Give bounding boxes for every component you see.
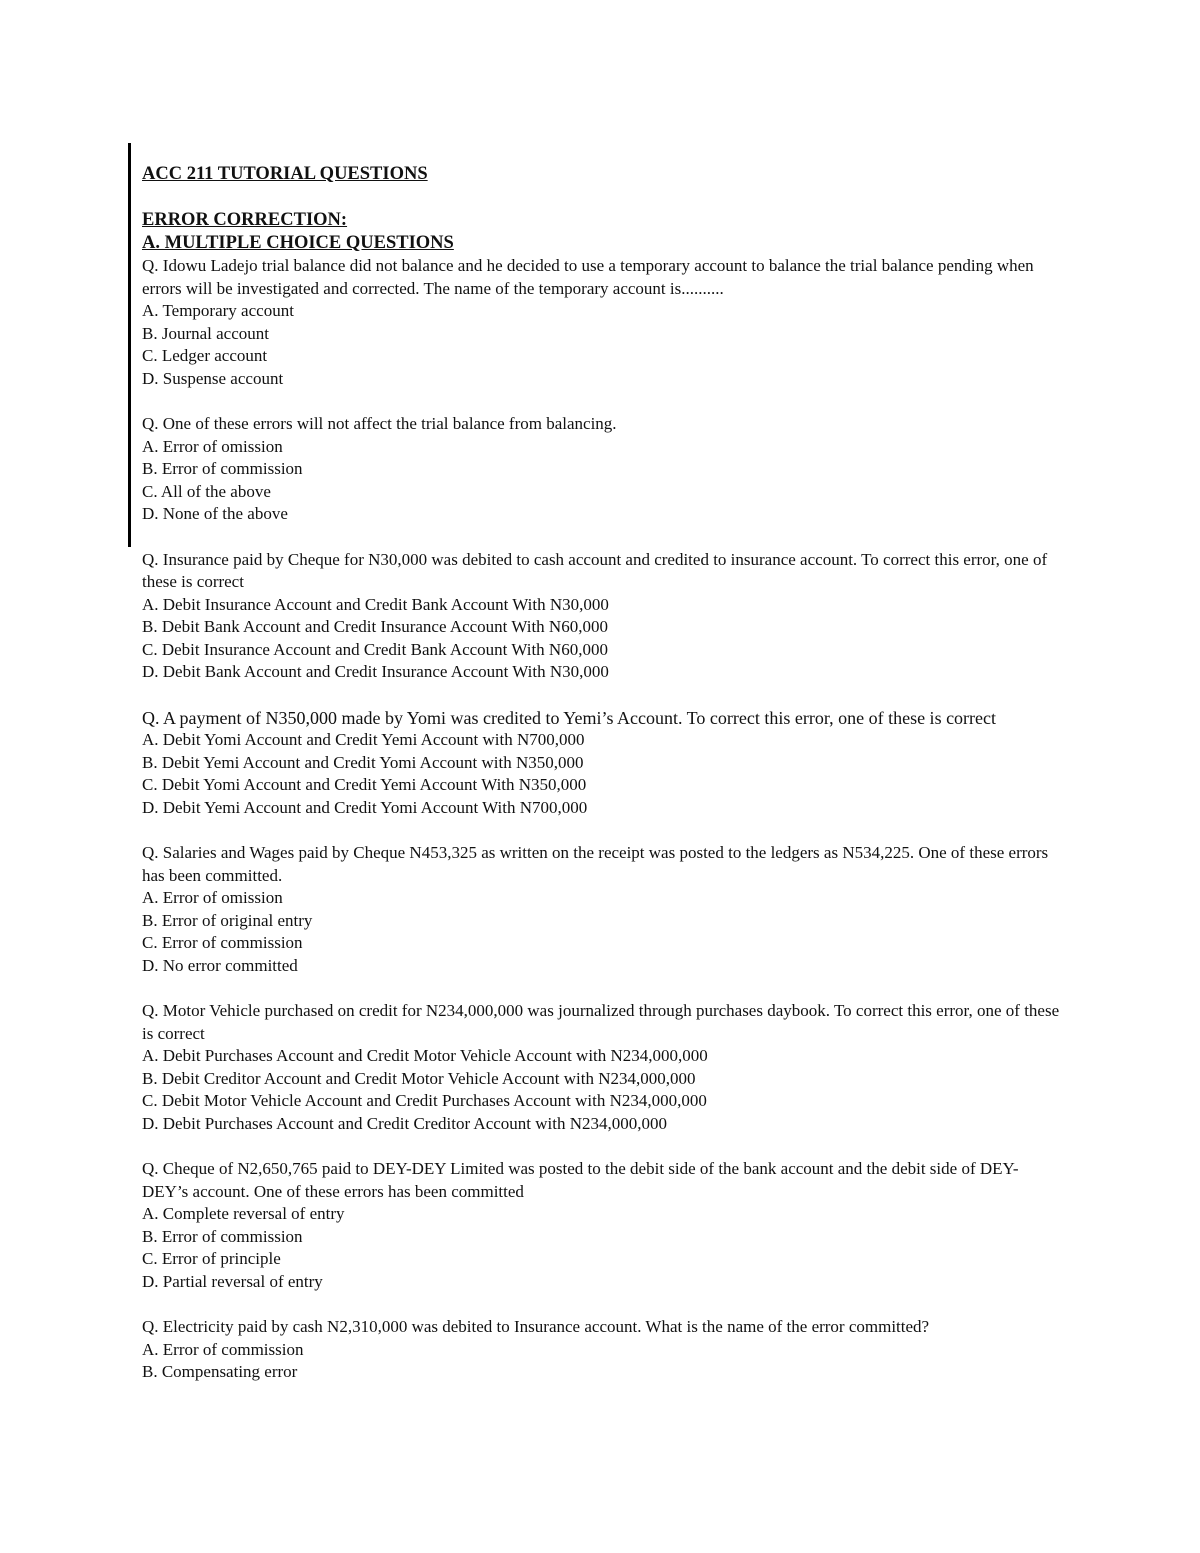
option-b: B. Error of original entry [142, 910, 313, 930]
option-a: A. Debit Yomi Account and Credit Yemi Account with N700,000 [142, 730, 585, 749]
option-d: D. Suspense account [142, 368, 284, 388]
question-6 [142, 1000, 1062, 1135]
question-text: Q. Idowu Ladejo trial balance did not balance and he decided to use a temporary account to balance the trial balance pending when errors will be investigated and corrected. The name of the temporary account is.......... [142, 256, 1034, 298]
question-3 [142, 549, 1062, 684]
question-text: Q. Insurance paid by Cheque for N30,000 was debited to cash account and credited to insurance account. To correct this error, one of these is correct [142, 549, 1048, 591]
option-c: C. All of the above [142, 481, 271, 501]
option-a: A. Error of omission [142, 436, 283, 456]
question-8 [142, 1316, 1062, 1384]
option-c: C. Debit Insurance Account and Credit Bank Account With N60,000 [142, 639, 608, 659]
option-b: B. Debit Yemi Account and Credit Yomi Account with N350,000 [142, 752, 584, 772]
document-body [142, 163, 1062, 1407]
option-d: D. No error committed [142, 955, 298, 975]
option-a: A. Debit Purchases Account and Credit Motor Vehicle Account with N234,000,000 [142, 1046, 708, 1065]
option-d: D. None of the above [142, 504, 288, 523]
option-c: C. Error of principle [142, 1249, 281, 1268]
question-text: Q. Salaries and Wages paid by Cheque N453,325 as written on the receipt was posted to the ledgers as N534,225. One of these errors has been committed. [142, 843, 1049, 885]
option-d: D. Partial reversal of entry [142, 1271, 323, 1291]
option-c: C. Ledger account [142, 346, 268, 365]
option-b: B. Debit Creditor Account and Credit Motor Vehicle Account with N234,000,000 [142, 1068, 696, 1088]
option-b: B. Error of commission [142, 1226, 303, 1246]
margin-change-bar [128, 143, 131, 547]
question-text: Q. Cheque of N2,650,765 paid to DEY-DEY Limited was posted to the debit side of the bank account and the debit side of DEY-DEY’s account. One of these errors has been committed [142, 1159, 1019, 1201]
document-title: ACC 211 TUTORIAL QUESTIONS [142, 164, 428, 184]
option-d: D. Debit Purchases Account and Credit Creditor Account with N234,000,000 [142, 1113, 668, 1133]
question-4 [142, 707, 1062, 820]
question-text: Q. Electricity paid by cash N2,310,000 was debited to Insurance account. What is the name of the error committed? [142, 1317, 930, 1336]
question-7 [142, 1158, 1062, 1293]
question-text: Q. Motor Vehicle purchased on credit for N234,000,000 was journalized through purchases daybook. To correct this error, one of these is correct [142, 1001, 1060, 1043]
question-text: Q. A payment of N350,000 made by Yomi was credited to Yemi’s Account. To correct this error, one of these is correct [142, 707, 997, 728]
option-b: B. Debit Bank Account and Credit Insurance Account With N60,000 [142, 617, 608, 636]
question-2 [142, 413, 1062, 526]
question-5 [142, 842, 1062, 977]
option-a: A. Complete reversal of entry [142, 1204, 345, 1223]
option-d: D. Debit Yemi Account and Credit Yomi Account With N700,000 [142, 797, 588, 817]
option-c: C. Error of commission [142, 933, 303, 952]
question-1 [142, 255, 1062, 390]
option-b: B. Error of commission [142, 459, 303, 478]
option-b: B. Journal account [142, 323, 269, 343]
option-d: D. Debit Bank Account and Credit Insurance Account With N30,000 [142, 662, 609, 681]
option-a: A. Error of omission [142, 888, 283, 907]
question-text: Q. One of these errors will not affect the trial balance from balancing. [142, 414, 617, 433]
option-c: C. Debit Motor Vehicle Account and Credit Purchases Account with N234,000,000 [142, 1091, 707, 1110]
option-a: A. Error of commission [142, 1339, 304, 1359]
section-heading: ERROR CORRECTION: [142, 210, 348, 230]
option-c: C. Debit Yomi Account and Credit Yemi Account With N350,000 [142, 775, 587, 794]
option-a: A. Temporary account [142, 301, 294, 320]
subsection-heading: A. MULTIPLE CHOICE QUESTIONS [142, 233, 454, 253]
option-a: A. Debit Insurance Account and Credit Bank Account With N30,000 [142, 594, 609, 614]
option-b: B. Compensating error [142, 1362, 298, 1381]
